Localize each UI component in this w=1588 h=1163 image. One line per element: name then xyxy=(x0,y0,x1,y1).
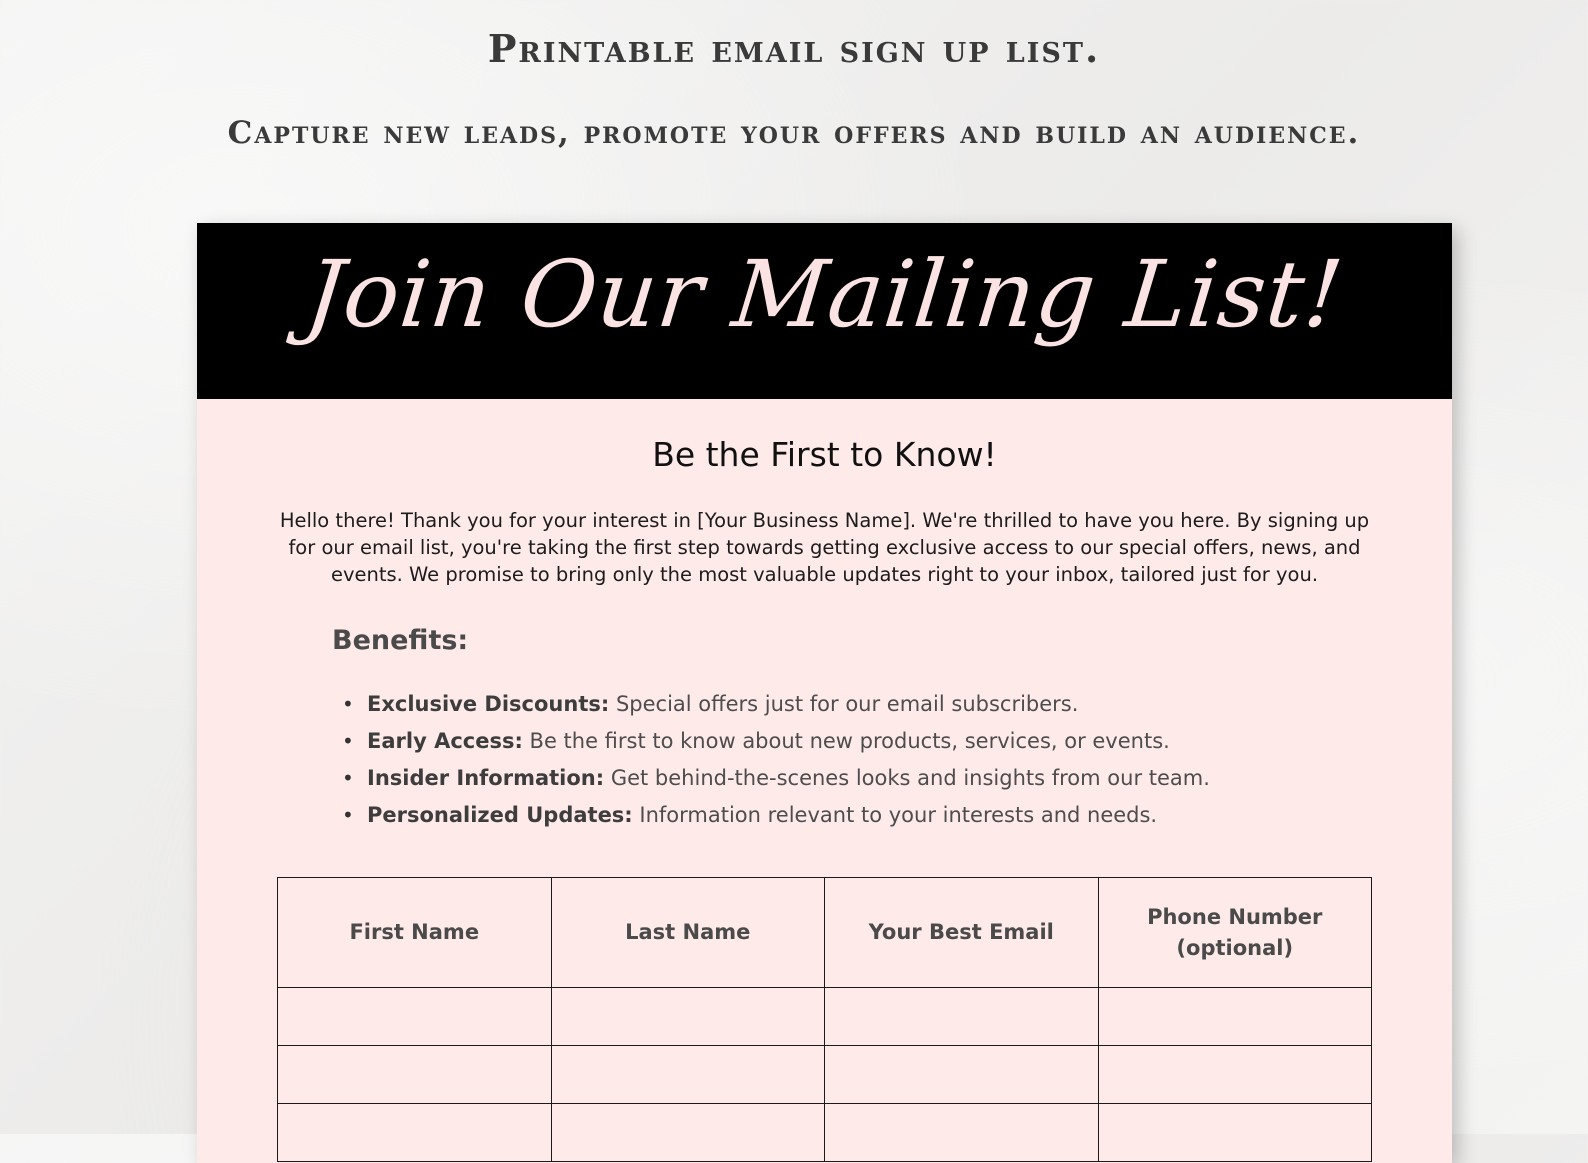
benefit-item xyxy=(342,797,1342,834)
promo-subtitle: Capture new leads, promote your offers and build an audience. xyxy=(227,115,1361,151)
table-cell xyxy=(551,988,825,1046)
table-row xyxy=(278,1104,1372,1162)
table-cell xyxy=(551,1104,825,1162)
banner xyxy=(197,223,1452,399)
benefit-text: Information relevant to your interests and needs. xyxy=(632,803,1158,827)
table-cell xyxy=(1098,1046,1372,1104)
header-email: Your Best Email xyxy=(825,878,1099,988)
benefit-label: Personalized Updates: xyxy=(367,803,633,827)
bullet-icon: • xyxy=(342,766,354,790)
promo-title: Printable email sign up list. xyxy=(487,26,1101,71)
benefit-label: Insider Information: xyxy=(367,766,605,790)
table-header-row xyxy=(278,878,1372,988)
benefit-label: Early Access: xyxy=(367,729,523,753)
sheet-heading: Be the First to Know! xyxy=(652,435,997,474)
table-cell xyxy=(825,988,1099,1046)
table-cell xyxy=(551,1046,825,1104)
benefit-label: Exclusive Discounts: xyxy=(367,692,610,716)
bullet-icon: • xyxy=(342,729,354,753)
banner-title: Join Our Mailing List! xyxy=(300,241,1349,348)
table-cell xyxy=(278,1104,552,1162)
table-row xyxy=(278,1046,1372,1104)
table-cell xyxy=(1098,988,1372,1046)
benefits-heading: Benefits: xyxy=(332,625,469,656)
intro-paragraph: Hello there! Thank you for your interest in [Your Business Name]. We're thrilled to have you here. By signing up for our email list, you're taking the first step towards getting exclusive access to our special offers, news, and events. We promise to bring only the most valuable updates right to your inbox, tailored just for you. xyxy=(279,509,1370,586)
benefit-text: Be the first to know about new products, services, or events. xyxy=(522,729,1170,753)
benefit-text: Special offers just for our email subscribers. xyxy=(609,692,1079,716)
header-first-name: First Name xyxy=(278,878,552,988)
table-cell xyxy=(1098,1104,1372,1162)
table-cell xyxy=(278,1046,552,1104)
signup-sheet xyxy=(197,223,1452,1163)
header-phone: Phone Number (optional) xyxy=(1098,878,1372,988)
benefit-item xyxy=(342,686,1342,723)
benefit-item xyxy=(342,723,1342,760)
table-body xyxy=(278,988,1372,1162)
benefit-text: Get behind-the-scenes looks and insights from our team. xyxy=(604,766,1210,790)
table-cell xyxy=(825,1104,1099,1162)
benefit-item xyxy=(342,760,1342,797)
table-cell xyxy=(278,988,552,1046)
signup-table xyxy=(277,877,1372,1162)
bullet-icon: • xyxy=(342,692,354,716)
benefits-list xyxy=(342,686,1342,834)
header-last-name: Last Name xyxy=(551,878,825,988)
table-row xyxy=(278,988,1372,1046)
table-cell xyxy=(825,1046,1099,1104)
bullet-icon: • xyxy=(342,803,354,827)
